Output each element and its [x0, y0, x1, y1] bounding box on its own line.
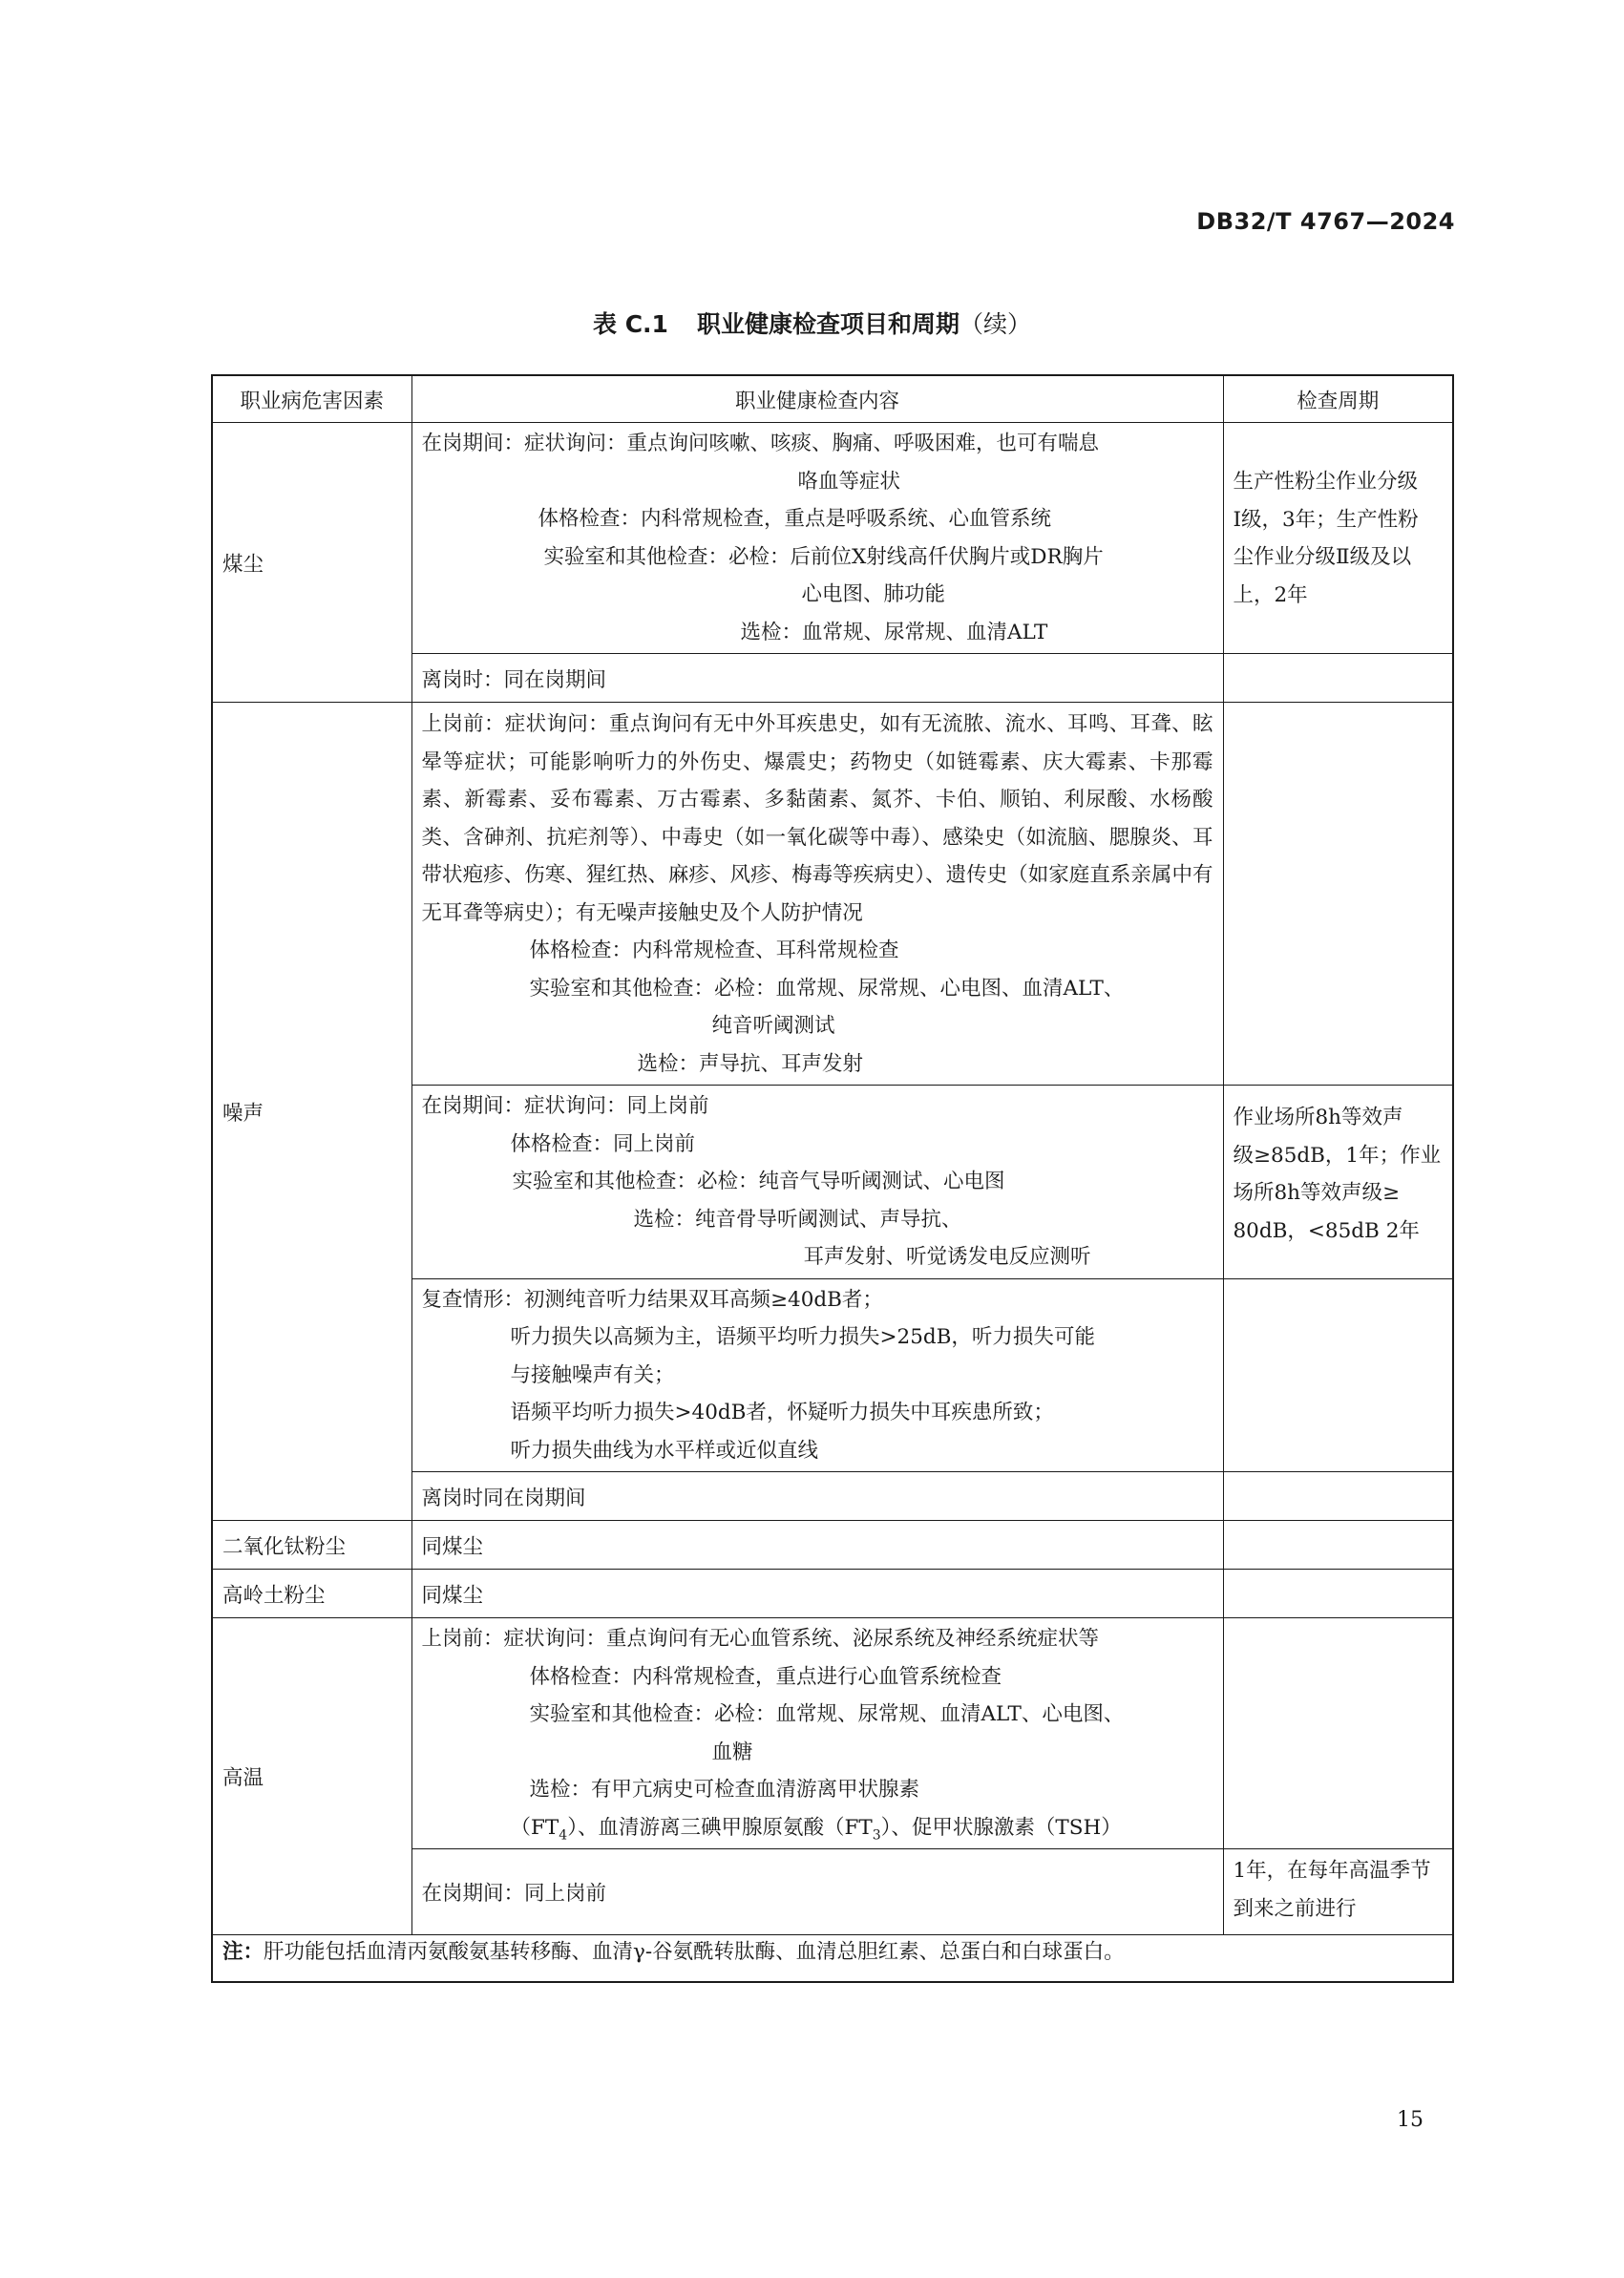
standard-code: DB32/T 4767—2024	[1196, 208, 1455, 235]
content-line: 离岗时同在岗期间	[421, 1486, 586, 1510]
table-row	[212, 703, 1453, 1086]
table-name: 职业健康检查项目和周期	[696, 310, 960, 338]
content-line: 心电图、肺功能	[801, 582, 946, 606]
content-cell	[411, 654, 1223, 703]
content-line: 选检：声导抗、耳声发射	[637, 1051, 864, 1076]
period-cell	[1223, 423, 1453, 654]
header-row	[212, 375, 1453, 423]
content-cell	[411, 1472, 1223, 1521]
table-row	[212, 1521, 1453, 1570]
period-line: 上，2年	[1233, 582, 1308, 607]
table-row	[212, 423, 1453, 654]
column-header-content: 职业健康检查内容	[411, 375, 1223, 423]
content-line: 体格检查：内科常规检查、耳科常规检查	[529, 939, 899, 962]
content-line: 选检：有甲亢病史可检查血清游离甲状腺素	[529, 1778, 920, 1802]
content-line	[422, 1809, 1213, 1847]
content-line: 听力损失曲线为水平样或近似直线	[510, 1438, 819, 1463]
table-row	[212, 1618, 1453, 1849]
period-line: 尘作业分级Ⅱ级及以	[1233, 545, 1412, 569]
period-line: 1年，在每年高温季节	[1233, 1859, 1431, 1883]
content-line: 上岗前：症状询问：重点询问有无心血管系统、泌尿系统及神经系统症状等	[421, 1627, 1100, 1651]
table-note-row	[212, 1935, 1453, 1983]
period-cell	[1223, 1472, 1453, 1521]
period-cell	[1223, 1278, 1453, 1472]
content-line: 体格检查：内科常规检查，重点是呼吸系统、心血管系统	[538, 507, 1052, 531]
column-header-factor: 职业病危害因素	[212, 375, 411, 423]
content-paragraph: 上岗前：症状询问：重点询问有无中外耳疾患史，如有无流脓、流水、耳鸣、耳聋、眩晕等症状；可能影响听力的外伤史、爆震史；药物史（如链霉素、庆大霉素、卡那霉素、新霉素、妥布霉素、万古霉素、多黏菌素、氮芥、卡伯、顺铂、利尿酸、水杨酸类、含砷剂、抗疟剂等）、中毒史（如一氧化碳等中毒）、感染史（如流脑、腮腺炎、耳带状疱疹、伤寒、猩红热、麻疹、风疹、梅毒等疾病史）、遗传史（如家庭直系亲属中有无耳聋等病史）；有无噪声接触史及个人防护情况	[421, 712, 1213, 925]
content-line: 在岗期间：症状询问：同上岗前	[421, 1094, 709, 1118]
table-continued: （续）	[959, 310, 1031, 338]
period-line: 80dB，<85dB 2年	[1233, 1218, 1420, 1243]
content-line: 实验室和其他检查：必检：纯音气导听阈测试、心电图	[512, 1170, 1005, 1193]
content-cell	[411, 1086, 1223, 1279]
health-check-table	[211, 374, 1454, 1983]
ft4-open: （FT	[510, 1815, 559, 1840]
period-cell	[1223, 1849, 1453, 1935]
content-cell	[411, 1849, 1223, 1935]
content-line: 实验室和其他检查：必检：血常规、尿常规、血清ALT、心电图、	[529, 1702, 1125, 1726]
note-text: 肝功能包括血清丙氨酸氨基转移酶、血清γ-谷氨酰转肽酶、血清总胆红素、总蛋白和白球蛋白。	[264, 1940, 1125, 1964]
content-line: 体格检查：同上岗前	[510, 1131, 696, 1156]
content-line: 听力损失以高频为主，语频平均听力损失>25dB，听力损失可能	[510, 1325, 1095, 1349]
period-cell	[1223, 1618, 1453, 1849]
tsh-text: ）、促甲状腺激素（TSH）	[880, 1815, 1122, 1840]
ft3-subscript: 3	[872, 1826, 881, 1843]
content-line: 实验室和其他检查：必检：血常规、尿常规、心电图、血清ALT、	[529, 976, 1125, 1001]
content-line: 语频平均听力损失>40dB者，怀疑听力损失中耳疾患所致；	[510, 1401, 1054, 1424]
ft3-text: ）、血清游离三碘甲腺原氨酸（FT	[567, 1815, 873, 1840]
hazard-factor-coal-dust: 煤尘	[212, 423, 411, 703]
table-note	[212, 1935, 1453, 1983]
content-line: 纯音听阈测试	[711, 1014, 835, 1038]
period-cell	[1223, 703, 1453, 1086]
hazard-factor-tio2: 二氧化钛粉尘	[212, 1521, 411, 1570]
page-number: 15	[1397, 2108, 1424, 2132]
content-cell	[411, 423, 1223, 654]
table-number: 表 C.1	[593, 310, 668, 338]
period-line: 到来之前进行	[1233, 1896, 1357, 1921]
period-cell	[1223, 1521, 1453, 1570]
content-cell: 同煤尘	[411, 1570, 1223, 1618]
period-line: 场所8h等效声级≥	[1233, 1181, 1401, 1205]
table-title	[0, 306, 1624, 340]
hazard-factor-kaolin: 高岭土粉尘	[212, 1570, 411, 1618]
content-cell	[411, 1618, 1223, 1849]
content-line: 在岗期间：同上岗前	[421, 1882, 607, 1906]
column-header-period: 检查周期	[1223, 375, 1453, 423]
period-cell	[1223, 654, 1453, 703]
content-cell	[411, 1278, 1223, 1472]
content-line: 耳声发射、听觉诱发电反应测听	[803, 1245, 1091, 1269]
content-line: 选检：血常规、尿常规、血清ALT	[740, 620, 1048, 644]
content-line: 选检：纯音骨导听阈测试、声导抗、	[633, 1207, 962, 1232]
period-line: 生产性粉尘作业分级	[1233, 470, 1419, 494]
content-line: 体格检查：内科常规检查，重点进行心血管系统检查	[529, 1664, 1002, 1689]
content-line: 与接触噪声有关；	[510, 1362, 675, 1387]
content-cell: 同煤尘	[411, 1521, 1223, 1570]
content-line: 咯血等症状	[797, 469, 901, 494]
table-row	[212, 1570, 1453, 1618]
content-line: 离岗时：同在岗期间	[421, 667, 607, 692]
note-label: 注：	[222, 1940, 264, 1964]
period-line: 作业场所8h等效声	[1233, 1106, 1403, 1129]
period-cell	[1223, 1570, 1453, 1618]
content-line: 在岗期间：症状询问：重点询问咳嗽、咳痰、胸痛、呼吸困难，也可有喘息	[421, 432, 1100, 455]
period-cell	[1223, 1086, 1453, 1279]
content-cell	[411, 703, 1223, 1086]
period-line: 级≥85dB，1年；作业	[1233, 1143, 1442, 1168]
content-line: 血糖	[711, 1740, 753, 1764]
hazard-factor-noise: 噪声	[212, 703, 411, 1521]
content-line: 复查情形：初测纯音听力结果双耳高频≥40dB者；	[421, 1287, 883, 1312]
content-line: 实验室和其他检查：必检：后前位X射线高仟伏胸片或DR胸片	[543, 544, 1104, 569]
hazard-factor-heat: 高温	[212, 1618, 411, 1935]
period-line: Ⅰ级，3年；生产性粉	[1233, 507, 1419, 532]
ft4-subscript: 4	[559, 1826, 568, 1843]
